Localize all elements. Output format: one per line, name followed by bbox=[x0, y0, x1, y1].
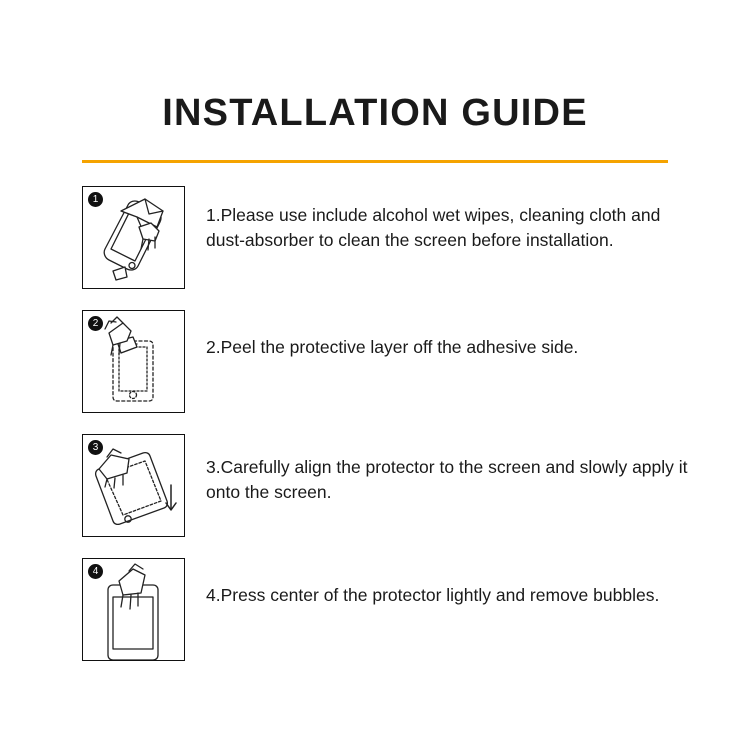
step-text-container bbox=[206, 558, 659, 608]
step-description: Please use include alcohol wet wipes, cleaning cloth and dust-absorber to clean the screen before installation. bbox=[206, 205, 661, 251]
step-item bbox=[0, 310, 750, 413]
step-description: Press center of the protector lightly and remove bubbles. bbox=[220, 585, 660, 605]
step-illustration-3 bbox=[82, 434, 185, 537]
step-description: Peel the protective layer off the adhesive side. bbox=[220, 337, 579, 357]
step-illustration-4 bbox=[82, 558, 185, 661]
step-item bbox=[0, 186, 750, 289]
step-number: 3. bbox=[206, 457, 221, 477]
step-text-container bbox=[206, 186, 692, 254]
step-illustration-2 bbox=[82, 310, 185, 413]
step-number: 2. bbox=[206, 337, 221, 357]
title-divider bbox=[82, 160, 668, 163]
step-text-container bbox=[206, 434, 692, 506]
step-badge: 2 bbox=[88, 316, 103, 331]
step-badge: 3 bbox=[88, 440, 103, 455]
step-illustration-1 bbox=[82, 186, 185, 289]
step-item bbox=[0, 434, 750, 537]
step-number: 1. bbox=[206, 205, 221, 225]
steps-list bbox=[0, 186, 750, 682]
step-badge: 4 bbox=[88, 564, 103, 579]
step-item bbox=[0, 558, 750, 661]
step-number: 4. bbox=[206, 585, 221, 605]
step-text-container bbox=[206, 310, 578, 360]
step-badge: 1 bbox=[88, 192, 103, 207]
step-description: Carefully align the protector to the screen and slowly apply it onto the screen. bbox=[206, 457, 688, 503]
page-title: INSTALLATION GUIDE bbox=[162, 92, 588, 134]
